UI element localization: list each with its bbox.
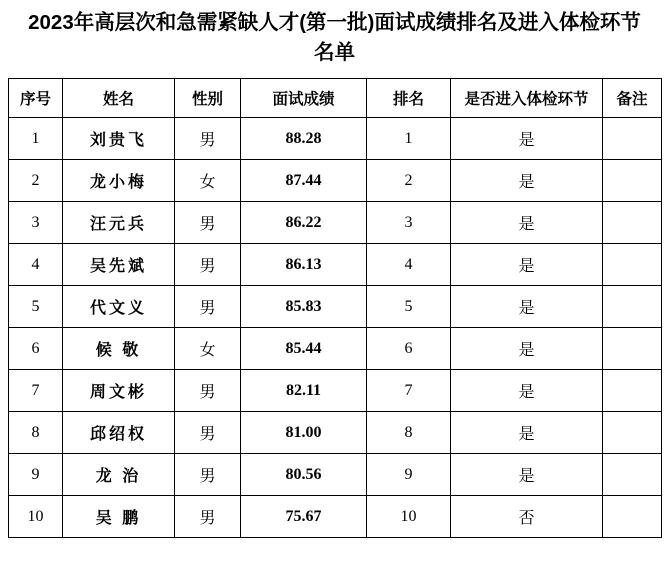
- cell-pass: 是: [451, 202, 603, 244]
- cell-rank: 8: [367, 412, 451, 454]
- table-container: [0, 78, 669, 538]
- cell-pass: 是: [451, 118, 603, 160]
- cell-remark: [603, 244, 662, 286]
- page-title: 2023年高层次和急需紧缺人才(第一批)面试成绩排名及进入体检环节名单: [28, 11, 641, 64]
- column-header-name: 姓名: [63, 79, 175, 118]
- cell-gender: 女: [175, 328, 241, 370]
- column-header-remark: 备注: [603, 79, 662, 118]
- cell-name: 候 敬: [63, 328, 175, 370]
- cell-score: 86.13: [241, 244, 367, 286]
- cell-remark: [603, 496, 662, 538]
- cell-rank: 3: [367, 202, 451, 244]
- cell-gender: 男: [175, 286, 241, 328]
- cell-score: 82.11: [241, 370, 367, 412]
- cell-name: 龙小梅: [63, 160, 175, 202]
- cell-pass: 是: [451, 370, 603, 412]
- cell-rank: 6: [367, 328, 451, 370]
- cell-remark: [603, 454, 662, 496]
- cell-index: 9: [9, 454, 63, 496]
- cell-index: 6: [9, 328, 63, 370]
- table-row: [9, 454, 662, 496]
- cell-pass: 是: [451, 454, 603, 496]
- cell-index: 7: [9, 370, 63, 412]
- cell-remark: [603, 370, 662, 412]
- table-row: [9, 244, 662, 286]
- interview-score-table: [8, 78, 662, 538]
- cell-gender: 男: [175, 370, 241, 412]
- cell-name: 吴 鹏: [63, 496, 175, 538]
- cell-gender: 男: [175, 412, 241, 454]
- cell-rank: 10: [367, 496, 451, 538]
- cell-pass: 是: [451, 412, 603, 454]
- table-row: [9, 328, 662, 370]
- cell-pass: 否: [451, 496, 603, 538]
- table-header-row: [9, 79, 662, 118]
- table-row: [9, 160, 662, 202]
- cell-remark: [603, 286, 662, 328]
- cell-rank: 2: [367, 160, 451, 202]
- cell-remark: [603, 412, 662, 454]
- cell-name: 代文义: [63, 286, 175, 328]
- cell-remark: [603, 202, 662, 244]
- cell-pass: 是: [451, 244, 603, 286]
- cell-index: 2: [9, 160, 63, 202]
- cell-name: 吴先斌: [63, 244, 175, 286]
- cell-rank: 1: [367, 118, 451, 160]
- cell-rank: 7: [367, 370, 451, 412]
- cell-pass: 是: [451, 286, 603, 328]
- cell-score: 75.67: [241, 496, 367, 538]
- cell-remark: [603, 160, 662, 202]
- cell-gender: 女: [175, 160, 241, 202]
- cell-gender: 男: [175, 496, 241, 538]
- cell-rank: 9: [367, 454, 451, 496]
- cell-gender: 男: [175, 202, 241, 244]
- cell-index: 8: [9, 412, 63, 454]
- cell-gender: 男: [175, 454, 241, 496]
- cell-score: 86.22: [241, 202, 367, 244]
- column-header-pass: 是否进入体检环节: [451, 79, 603, 118]
- cell-pass: 是: [451, 328, 603, 370]
- cell-name: 龙 治: [63, 454, 175, 496]
- column-header-gender: 性别: [175, 79, 241, 118]
- table-row: [9, 496, 662, 538]
- cell-name: 周文彬: [63, 370, 175, 412]
- cell-remark: [603, 328, 662, 370]
- cell-index: 1: [9, 118, 63, 160]
- table-body: [9, 118, 662, 538]
- cell-name: 刘贵飞: [63, 118, 175, 160]
- cell-rank: 4: [367, 244, 451, 286]
- cell-score: 85.83: [241, 286, 367, 328]
- cell-score: 88.28: [241, 118, 367, 160]
- cell-gender: 男: [175, 244, 241, 286]
- table-row: [9, 202, 662, 244]
- cell-index: 4: [9, 244, 63, 286]
- cell-pass: 是: [451, 160, 603, 202]
- cell-score: 87.44: [241, 160, 367, 202]
- cell-name: 邱绍权: [63, 412, 175, 454]
- cell-remark: [603, 118, 662, 160]
- cell-index: 3: [9, 202, 63, 244]
- table-row: [9, 118, 662, 160]
- column-header-rank: 排名: [367, 79, 451, 118]
- table-row: [9, 286, 662, 328]
- cell-name: 汪元兵: [63, 202, 175, 244]
- cell-score: 85.44: [241, 328, 367, 370]
- column-header-score: 面试成绩: [241, 79, 367, 118]
- table-header: [9, 79, 662, 118]
- cell-score: 81.00: [241, 412, 367, 454]
- table-row: [9, 370, 662, 412]
- cell-index: 5: [9, 286, 63, 328]
- cell-index: 10: [9, 496, 63, 538]
- cell-rank: 5: [367, 286, 451, 328]
- cell-score: 80.56: [241, 454, 367, 496]
- table-row: [9, 412, 662, 454]
- column-header-index: 序号: [9, 79, 63, 118]
- cell-gender: 男: [175, 118, 241, 160]
